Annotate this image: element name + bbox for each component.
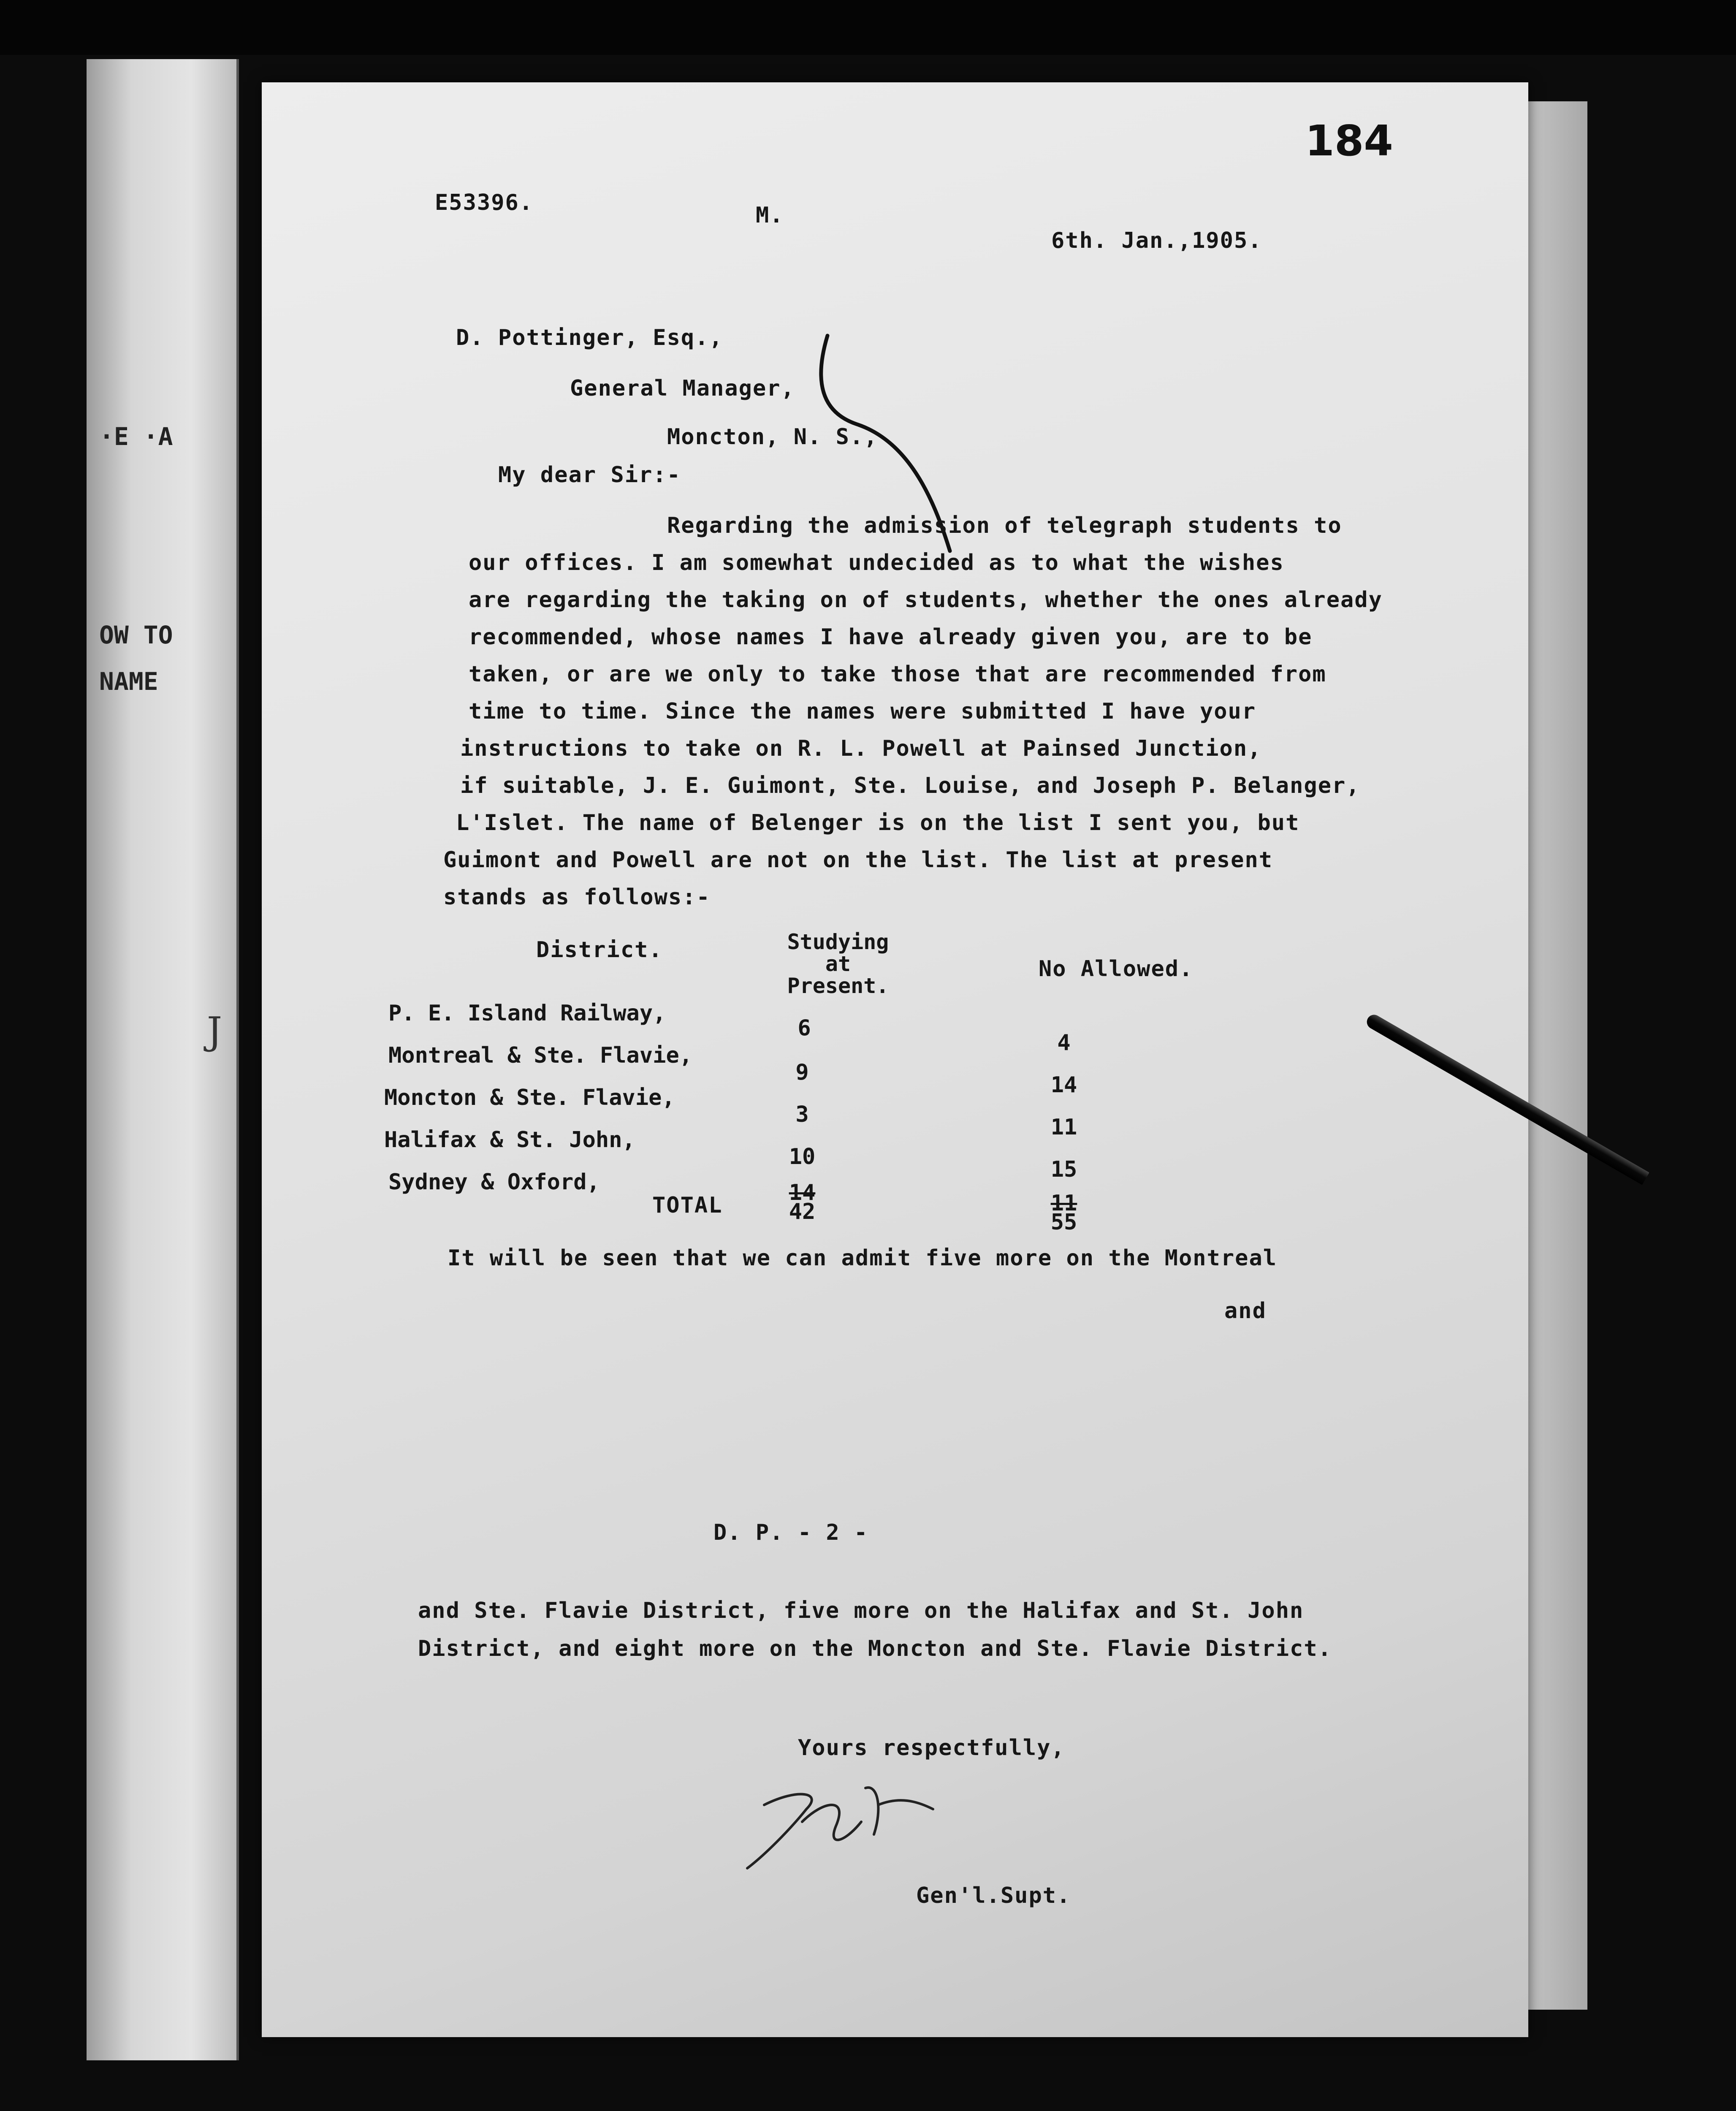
body-line: recommended, whose names I have already given you, are to be [469,624,1313,650]
page2-line: District, and eight more on the Moncton and Ste. Flavie District. [418,1636,1332,1661]
recipient-title: General Manager, [570,376,795,401]
table-row-district: P. E. Island Railway, [388,1001,666,1026]
table-header-allowed: No Allowed. [1039,956,1194,982]
letter-date: 6th. Jan.,1905. [1051,228,1262,253]
table-row-district: Halifax & St. John, [384,1127,635,1153]
table-row-allowed: 11 [1050,1115,1077,1140]
page2-line: and Ste. Flavie District, five more on the Halifax and St. John [418,1598,1304,1623]
margin-fragment: OW TO [99,621,173,649]
table-header-studying: Studying at Present. [787,930,889,998]
header-mark: M. [756,203,784,228]
table-row-district: Moncton & Ste. Flavie, [384,1085,675,1110]
table-total-allowed: 55 [1050,1210,1077,1235]
margin-fragment: J [207,1009,222,1053]
table-row-studying: 9 [795,1060,809,1085]
letter-page [262,82,1528,2037]
body-line: instructions to take on R. L. Powell at Painsed Junction, [460,736,1262,761]
body-line: stands as follows:- [443,885,711,910]
table-row-district: Sydney & Oxford, [388,1169,600,1195]
body-line: time to time. Since the names were submitted I have your [469,699,1256,724]
table-row-studying: 6 [797,1015,811,1041]
table-row-district: Montreal & Ste. Flavie, [388,1043,693,1068]
closing-line-tail: and [1224,1298,1267,1324]
salutation: My dear Sir:- [498,462,681,488]
body-line: are regarding the taking on of students, whether the ones already [469,587,1383,613]
left-page-strip [87,59,239,2060]
recipient-name: D. Pottinger, Esq., [456,325,723,350]
table-total-studying: 42 [789,1199,816,1224]
table-row-allowed: 15 [1050,1157,1077,1182]
margin-fragment: ·E ·A [99,422,173,451]
table-header-district: District. [536,937,663,963]
table-total-label: TOTAL [652,1193,723,1218]
table-row-studying: 3 [795,1102,809,1127]
body-line: our offices. I am somewhat undecided as to what the wishes [469,550,1284,575]
body-line: Guimont and Powell are not on the list. The list at present [443,847,1273,873]
margin-fragment: NAME [99,667,158,696]
table-row-allowed: 14 [1050,1072,1077,1098]
film-border-top [0,0,1736,55]
signature-title: Gen'l.Supt. [916,1883,1071,1908]
signature [739,1771,975,1881]
file-reference: E53396. [435,190,534,215]
recipient-location: Moncton, N. S., [667,424,878,450]
table-total-studying-struck: 14 [789,1180,816,1205]
sign-off: Yours respectfully, [798,1735,1065,1761]
table-row-studying: 10 [789,1144,816,1169]
table-total-allowed-struck: 11 [1050,1191,1077,1216]
body-line: taken, or are we only to take those that are recommended from [469,662,1326,687]
body-line: Regarding the admission of telegraph students to [667,513,1342,538]
closing-line: It will be seen that we can admit five more on the Montreal [448,1245,1278,1271]
body-line: if suitable, J. E. Guimont, Ste. Louise, and Joseph P. Belanger, [460,773,1360,798]
folio-number: 184 [1305,116,1393,166]
body-line: L'Islet. The name of Belenger is on the list I sent you, but [456,810,1300,836]
page-marker: D. P. - 2 - [713,1520,868,1545]
table-row-allowed: 4 [1057,1030,1071,1056]
